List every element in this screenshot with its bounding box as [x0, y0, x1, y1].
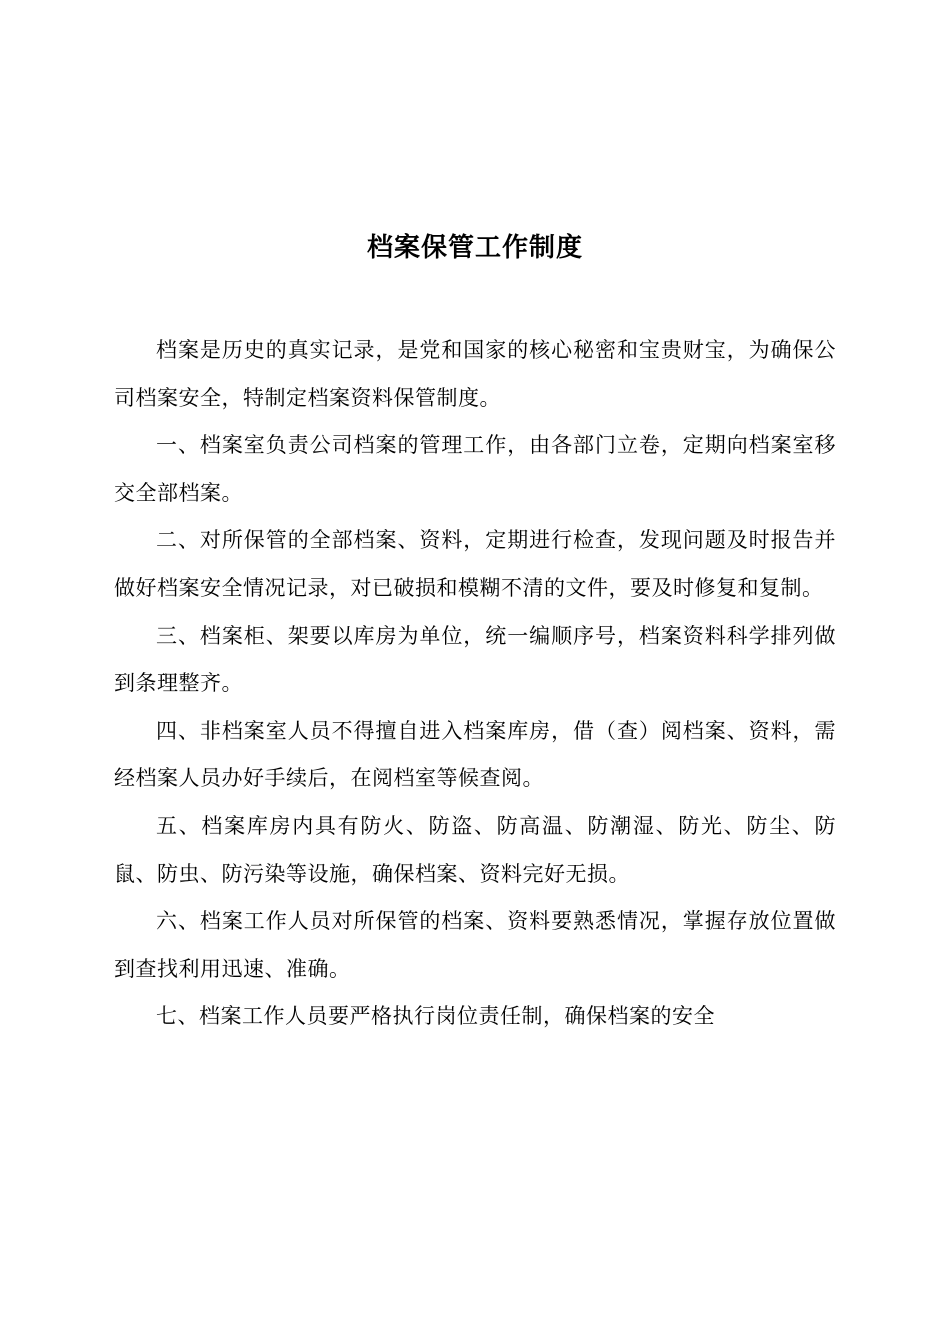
paragraph-intro: 档案是历史的真实记录，是党和国家的核心秘密和宝贵财宝，为确保公司档案安全，特制定档案资料保管制度。	[114, 338, 836, 410]
paragraph-item-4: 四、非档案室人员不得擅自进入档案库房，借（查）阅档案、资料，需经档案人员办好手续后，在阅档室等候查阅。	[114, 718, 836, 791]
document-body	[114, 327, 836, 1041]
paragraph-item-2: 二、对所保管的全部档案、资料，定期进行检查，发现问题及时报告并做好档案安全情况记录，对已破损和模糊不清的文件，要及时修复和复制。	[114, 528, 836, 600]
paragraph-item-1: 一、档案室负责公司档案的管理工作，由各部门立卷，定期向档案室移交全部档案。	[114, 433, 836, 505]
paragraph-item-5: 五、档案库房内具有防火、防盗、防高温、防潮湿、防光、防尘、防鼠、防虫、防污染等设施，确保档案、资料完好无损。	[114, 813, 836, 886]
document-title: 档案保管工作制度	[366, 233, 583, 263]
paragraph-item-3: 三、档案柜、架要以库房为单位，统一编顺序号，档案资料科学排列做到条理整齐。	[114, 623, 836, 696]
paragraph-item-6: 六、档案工作人员对所保管的档案、资料要熟悉情况，掌握存放位置做到查找利用迅速、准确。	[114, 909, 836, 981]
paragraph-item-7: 七、档案工作人员要严格执行岗位责任制，确保档案的安全	[156, 1004, 715, 1029]
